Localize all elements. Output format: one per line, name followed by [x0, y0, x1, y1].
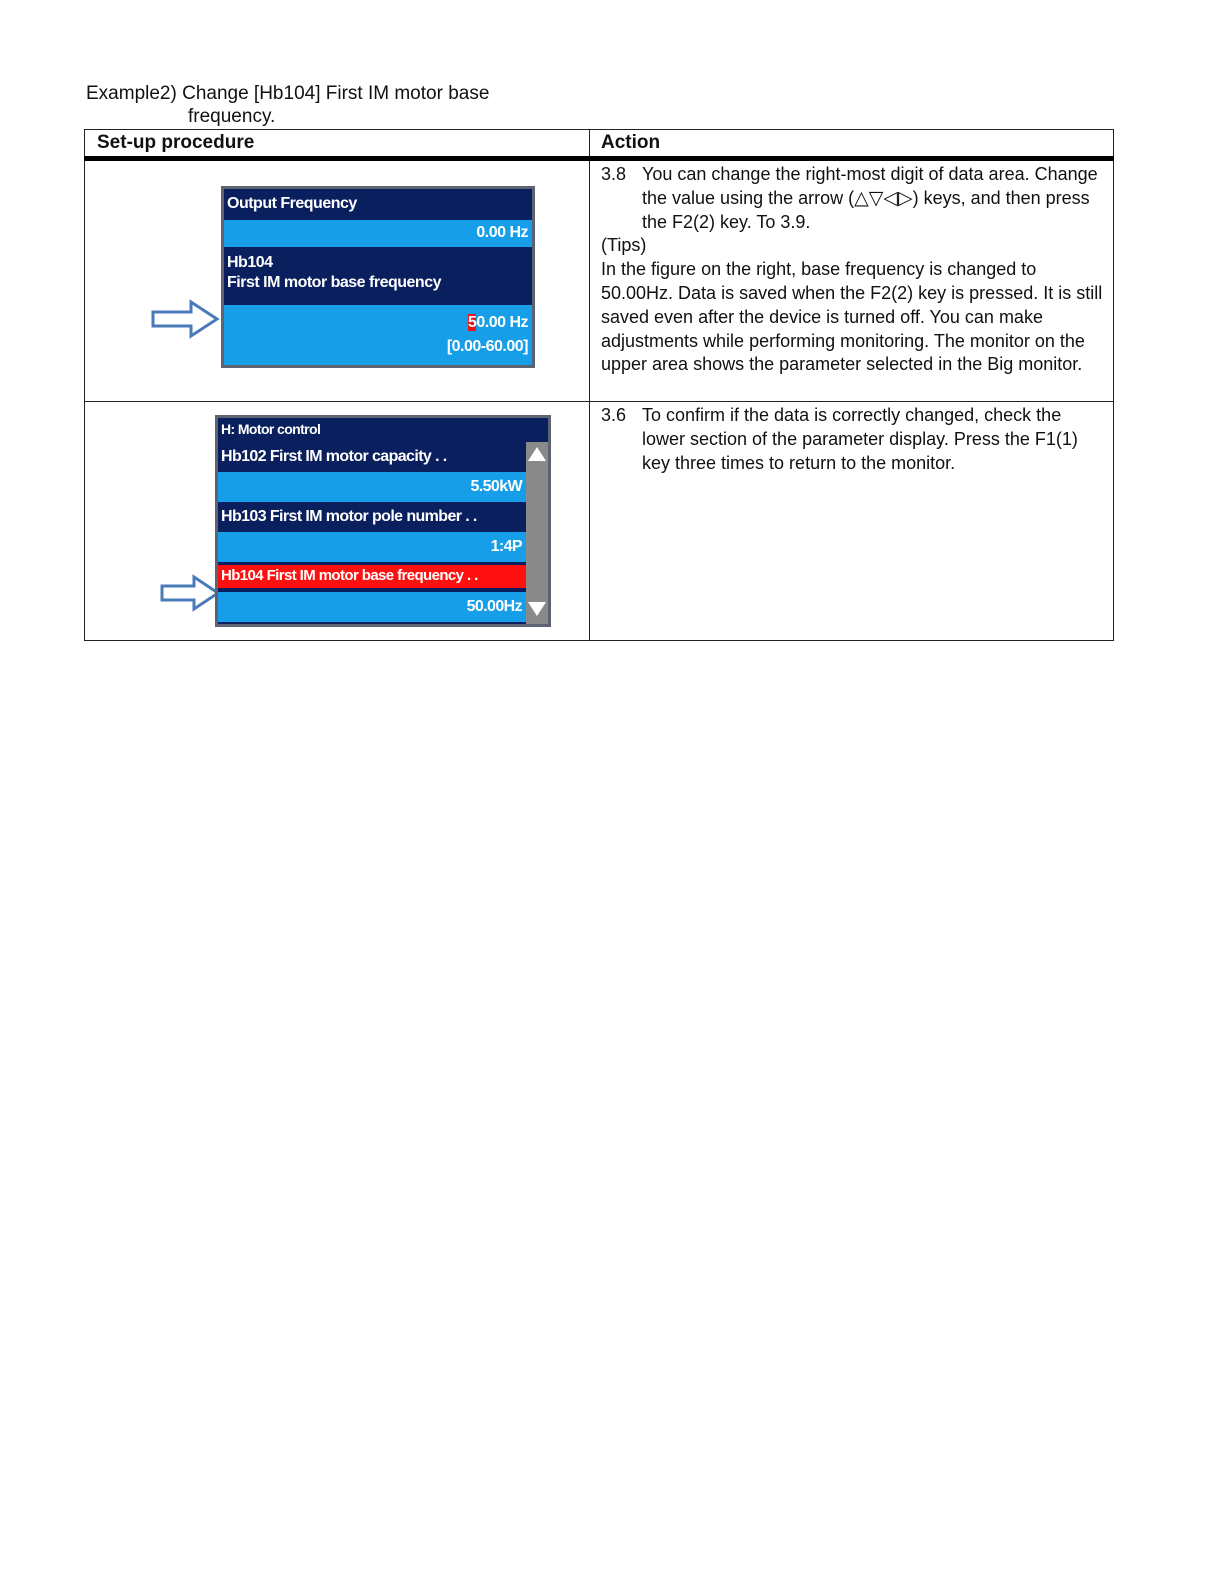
- inverter-display-edit: [221, 186, 535, 368]
- step-3-8: [601, 163, 1103, 234]
- pointer-arrow-icon: [151, 299, 221, 339]
- parameter-list: [218, 442, 526, 622]
- action-cell-2: [590, 402, 1114, 641]
- parameter-title: First IM motor base frequency: [227, 274, 441, 291]
- edit-value-rest: 0.00 Hz: [476, 314, 528, 331]
- list-item-hb103[interactable]: Hb103 First IM motor pole number . .: [221, 508, 477, 525]
- step-text: [642, 163, 1103, 234]
- step-number: 3.8: [601, 164, 627, 184]
- tips-text: In the figure on the right, base frequency is changed to 50.00Hz. Data is saved when the F2(2) key is pressed. It is still saved even after the device is turned off. You can make adjustments while performing monitoring. The monitor on the upper area shows the parameter selected in the Big monitor.: [601, 259, 1103, 375]
- list-item-hb102[interactable]: Hb102 First IM motor capacity . .: [221, 448, 447, 465]
- step-3-6: [601, 404, 1103, 475]
- table-header-row: [85, 130, 1114, 159]
- setup-cell-2: [85, 402, 590, 641]
- edit-value-field[interactable]: [224, 305, 532, 365]
- list-value-hb104: 50.00Hz: [218, 592, 526, 622]
- edit-cursor-digit: 5: [467, 314, 477, 331]
- monitor-value: 0.00 Hz: [224, 220, 532, 247]
- procedure-table: [84, 129, 1114, 641]
- tips-label: (Tips): [601, 235, 647, 256]
- list-value-hb103: 1:4P: [218, 532, 526, 562]
- list-value-hb102: 5.50kW: [218, 472, 526, 502]
- list-item-hb104-selected[interactable]: Hb104 First IM motor base frequency . .: [218, 565, 526, 588]
- inverter-parameter-list: [215, 415, 551, 627]
- arrow-keys-icon: △▽◁▷: [854, 186, 913, 209]
- scrollbar[interactable]: [526, 442, 548, 624]
- value-range: [0.00-60.00]: [446, 338, 528, 355]
- scroll-down-icon[interactable]: [528, 602, 546, 616]
- list-group-title: H: Motor control: [221, 421, 321, 437]
- title-line-1: Example2) Change [Hb104] First IM motor base: [86, 83, 490, 104]
- pointer-arrow-icon: [160, 574, 220, 612]
- step-text-b: ) keys, and then press the F2(2) key. To 3.9.: [642, 187, 1090, 232]
- action-cell-1: [590, 159, 1114, 402]
- step-number: 3.6: [601, 405, 627, 425]
- scroll-up-icon[interactable]: [528, 447, 546, 461]
- step-text-a: You can change the right-most digit of data area. Change the value using the arrow (: [642, 164, 1098, 208]
- parameter-code: Hb104: [227, 254, 273, 271]
- header-setup-procedure: Set-up procedure: [85, 130, 590, 159]
- parameter-name: [224, 247, 532, 305]
- setup-cell-1: [85, 159, 590, 402]
- table-row: [85, 159, 1114, 402]
- table-row: [85, 402, 1114, 641]
- title-line-2: frequency.: [188, 106, 276, 127]
- monitor-label: Output Frequency: [227, 195, 357, 212]
- header-action: Action: [590, 130, 1114, 159]
- document-title: [86, 82, 489, 128]
- step-text: To confirm if the data is correctly changed, check the lower section of the parameter display. Press the F1(1) key three times to return to the monitor.: [642, 405, 1078, 473]
